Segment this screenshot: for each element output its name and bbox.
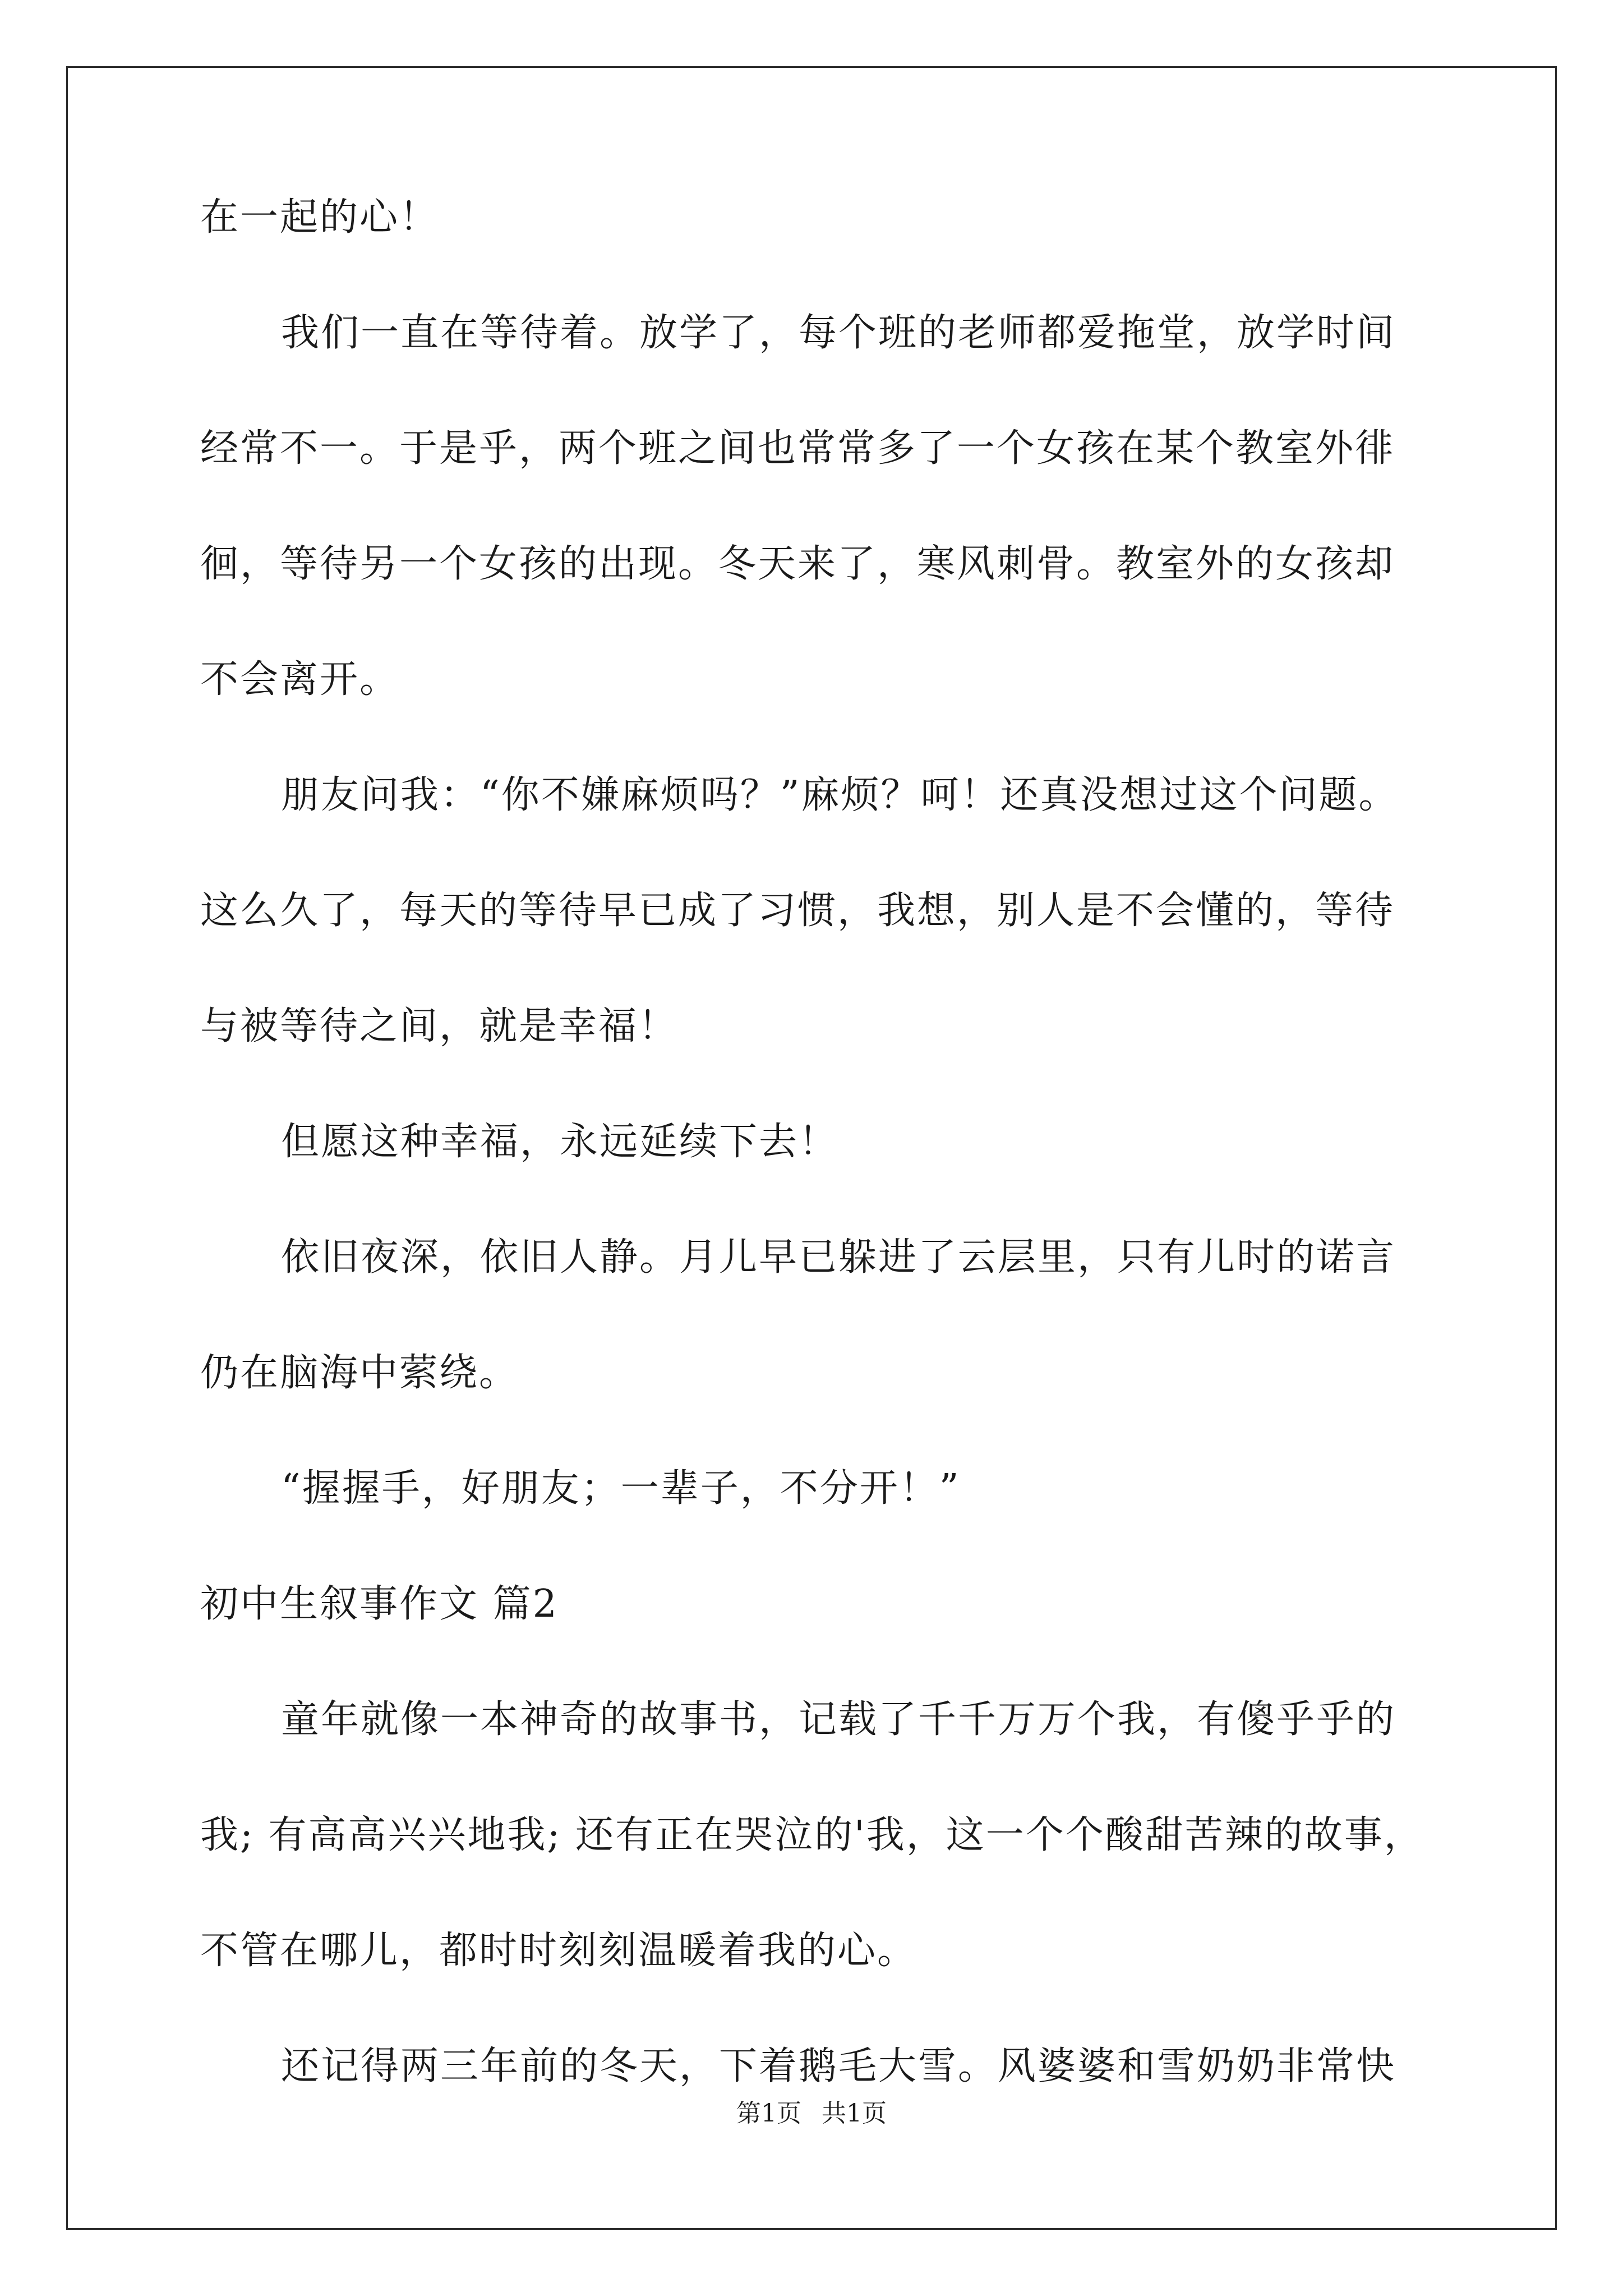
text-line: 在一起的心！ <box>200 195 440 240</box>
text-line: 还记得两三年前的冬天，下着鹅毛大雪。风婆婆和雪奶奶非常快 <box>281 2044 1396 2088</box>
page-total: 共1页 <box>822 2099 887 2128</box>
page-footer <box>0 2097 1623 2131</box>
text-line: 依旧夜深，依旧人静。月儿早已躲进了云层里，只有儿时的诺言 <box>281 1235 1396 1280</box>
text-line: 不会离开。 <box>200 657 400 702</box>
text-line: 不管在哪儿，都时时刻刻温暖着我的心。 <box>200 1929 917 1973</box>
text-line: 童年就像一本神奇的故事书，记载了千千万万个我，有傻乎乎的 <box>281 1697 1396 1742</box>
text-line: 仍在脑海中萦绕。 <box>200 1351 519 1395</box>
text-line: “握握手，好朋友；一辈子，不分开！” <box>281 1466 961 1511</box>
text-line: 我们一直在等待着。放学了，每个班的老师都爱拖堂，放学时间 <box>281 311 1396 355</box>
text-line: 朋友问我：“你不嫌麻烦吗？”麻烦？呵！还真没想过这个问题。 <box>281 773 1399 817</box>
text-line: 经常不一。于是乎，两个班之间也常常多了一个女孩在某个教室外徘 <box>200 426 1395 471</box>
text-line: 我; 有高高兴兴地我; 还有正在哭泣的'我，这一个个酸甜苦辣的故事， <box>200 1813 1424 1857</box>
section-heading: 初中生叙事作文 篇2 <box>200 1582 559 1626</box>
text-line: 但愿这种幸福，永远延续下去！ <box>281 1120 839 1164</box>
text-line: 徊，等待另一个女孩的出现。冬天来了，寒风刺骨。教室外的女孩却 <box>200 542 1395 586</box>
text-line: 与被等待之间，就是幸福！ <box>200 1004 679 1048</box>
text-line: 这么久了，每天的等待早已成了习惯，我想，别人是不会懂的，等待 <box>200 889 1395 933</box>
page-number: 第1页 <box>736 2099 801 2128</box>
